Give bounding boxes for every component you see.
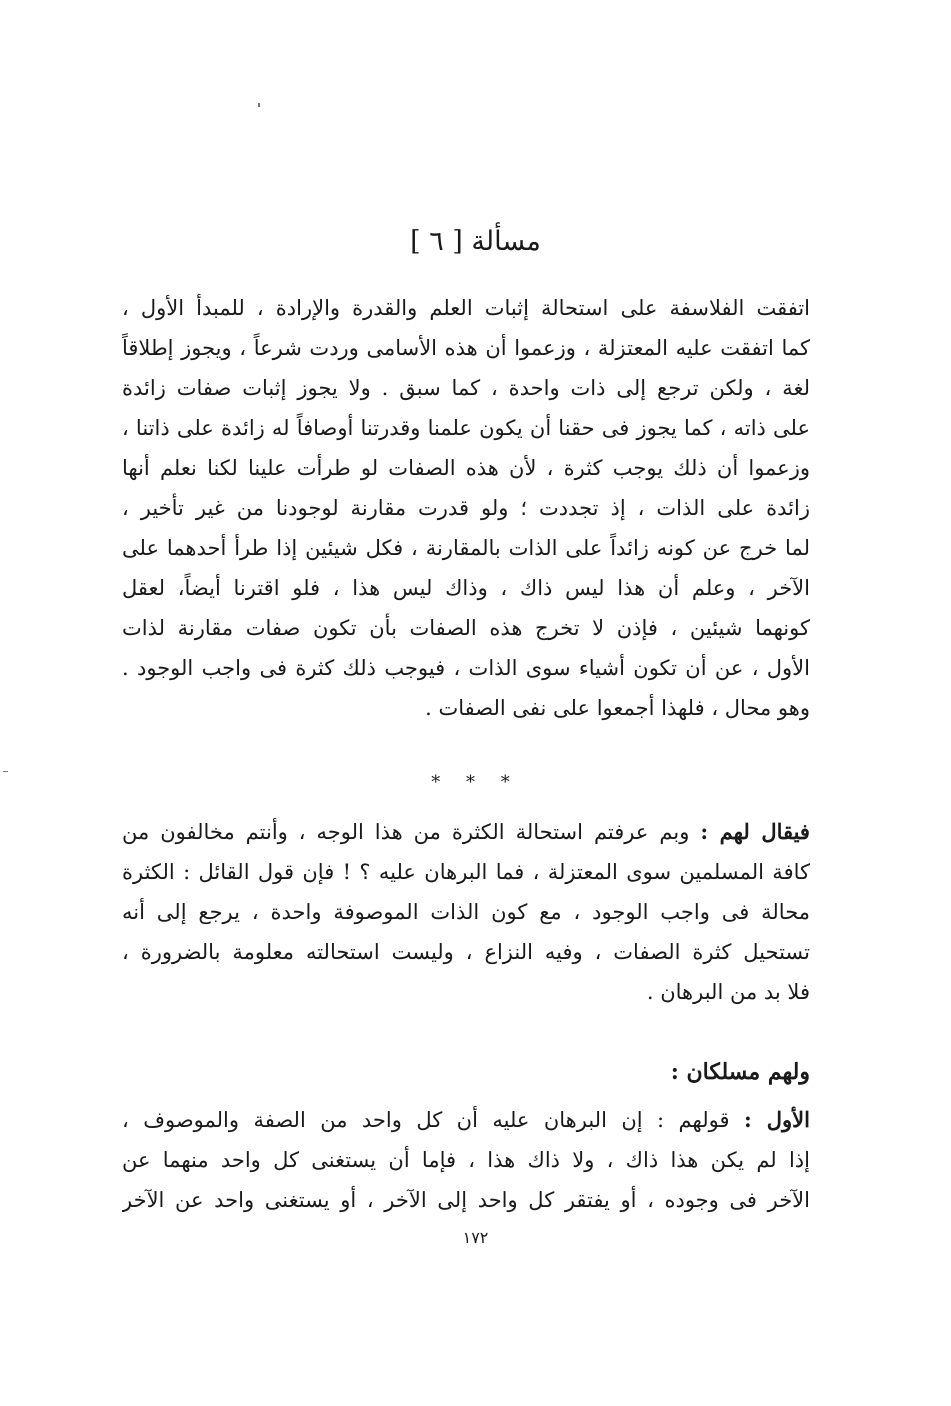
text-fragment: وبم عرفتم استحالة الكثرة من هذا الوجه ، وأنتم مخالفون من	[122, 820, 690, 844]
text-line	[122, 1100, 810, 1140]
paragraph-lead: فيقال لهم :	[700, 819, 810, 844]
scan-speck	[258, 103, 260, 107]
text-line: تستحيل كثرة الصفات ، وفيه النزاع ، وليست استحالته معلومة بالضرورة ،	[122, 940, 810, 964]
paragraph-first-method	[122, 1100, 810, 1220]
section-separator: * * *	[431, 772, 520, 793]
text-line: وزعموا أن ذلك يوجب كثرة ، لأن هذه الصفات لو طرأت علينا لكنا نعلم أنها	[122, 456, 810, 480]
text-line: لغة ، ولكن ترجع إلى ذات واحدة ، كما سبق . ولا يجوز إثبات صفات زائدة	[122, 376, 810, 400]
text-line: محالة فى واجب الوجود ، مع كون الذات الموصوفة واحدة ، يرجع إلى أنه	[122, 900, 810, 924]
text-line: كما اتفقت عليه المعتزلة ، وزعموا أن هذه الأسامى وردت شرعاً ، ويجوز إطلاقاً	[122, 336, 810, 360]
text-line: الأول ، عن أن تكون أشياء سوى الذات ، فيوجب ذلك كثرة فى واجب الوجود .	[122, 656, 810, 680]
text-line: على ذاته ، كما يجوز فى حقنا أن يكون علمنا وقدرتنا أوصافاً له زائدة على ذاتنا ،	[122, 416, 810, 440]
page-number: ١٧٢	[462, 1228, 489, 1247]
text-line: وهو محال ، فلهذا أجمعوا على نفى الصفات .	[425, 696, 810, 720]
chapter-heading: مسألة [ ٦ ]	[410, 226, 541, 257]
paragraph-philosophers-claim	[122, 288, 810, 728]
text-line: الآخر ، وعلم أن هذا ليس ذاك ، وذاك ليس هذا ، فلو اقترنا أيضاً، لعقل	[122, 576, 810, 600]
text-line: اتفقت الفلاسفة على استحالة إثبات العلم والقدرة والإرادة ، للمبدأ الأول ،	[122, 296, 810, 320]
text-line: الآخر فى وجوده ، أو يفتقر كل واحد إلى الآخر ، أو يستغنى واحد عن الآخر	[122, 1188, 810, 1212]
paragraph-response	[122, 812, 810, 1012]
section-subheading: ولهم مسلكان :	[670, 1059, 810, 1085]
paragraph-lead: الأول :	[743, 1107, 810, 1132]
text-line: زائدة على الذات ، إذ تجددت ؛ ولو قدرت مقارنة لوجودنا من غير تأخير ،	[122, 496, 810, 520]
text-line: إذا لم يكن هذا ذاك ، ولا ذاك هذا ، فإما أن يستغنى كل واحد منهما عن	[122, 1148, 810, 1172]
text-line: فلا بد من البرهان .	[646, 980, 810, 1004]
text-line: كونهما شيئين ، فإذن لا تخرج هذه الصفات بأن تكون صفات مقارنة لذات	[122, 616, 810, 640]
text-line	[122, 812, 810, 852]
text-line: كافة المسلمين سوى المعتزلة ، فما البرهان عليه ؟ ! فإن قول القائل : الكثرة	[122, 860, 810, 884]
text-fragment: قولهم : إن البرهان عليه أن كل واحد من الصفة والموصوف ،	[122, 1108, 730, 1132]
text-line: لما خرج عن كونه زائداً على الذات بالمقارنة ، فكل شيئين إذا طرأ أحدهما على	[122, 536, 810, 560]
